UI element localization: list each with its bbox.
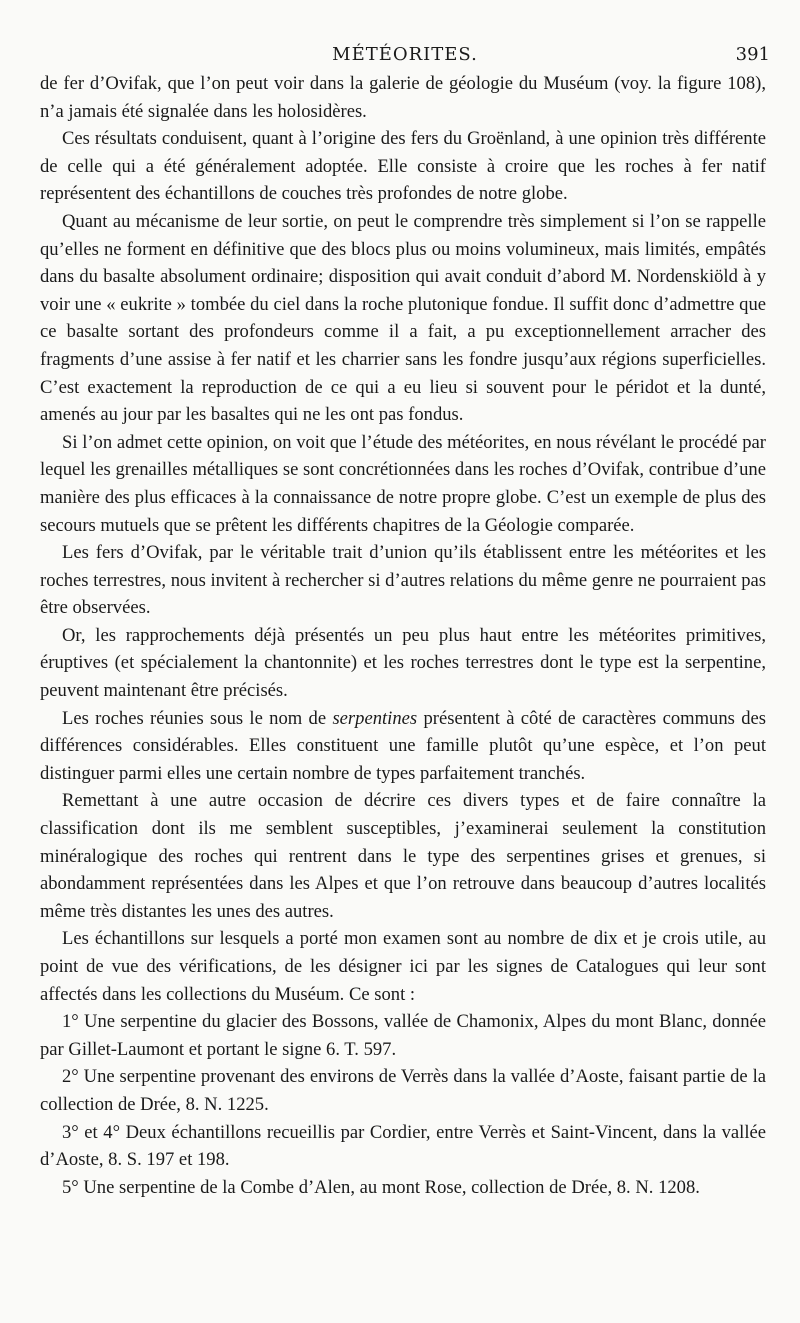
list-item-1: 1° Une serpentine du glacier des Bossons, vallée de Chamonix, Alpes du mont Blanc, donnée par Gillet-Laumont et portant le signe 6. T. 597. xyxy=(40,1011,766,1060)
page-number: 391 xyxy=(735,44,770,65)
paragraph-ovifak-irons: Les fers d’Ovifak, par le véritable trait d’union qu’ils établissent entre les météorites et les roches terrestres, nous invitent à rechercher si d’autres relations du même genre ne pourraient pas être observées. xyxy=(40,542,766,619)
paragraph-samples: Les échantillons sur lesquels a porté mon examen sont au nombre de dix et je crois utile, au point de vue des vérifications, de les désigner ici par les signes de Catalogues qui leur sont affectés dans les collections du Muséum. Ce sont : xyxy=(40,928,766,1005)
paragraph-opinion: Si l’on admet cette opinion, on voit que l’étude des météorites, en nous révélant le procédé par lequel les grenailles métalliques se sont concrétionnées dans les roches d’Ovifak, contribue d’une manière des plus efficaces à la connaissance de notre propre globe. C’est un exemple de plus des secours mutuels que se prêtent les différents chapitres de la Géologie comparée. xyxy=(40,431,766,536)
list-item-2: 2° Une serpentine provenant des environs de Verrès dans la vallée d’Aoste, faisant partie de la collection de Drée, 8. N. 1225. xyxy=(40,1066,766,1115)
paragraph-serpentines-after: présentent à côté de caractères communs des différences considérables. Elles constituent une famille plutôt qu’une espèce, et l’on peut distinguer parmi elles une certain nombre de types parfaitement tranchés. xyxy=(40,707,766,784)
paragraph-classification: Remettant à une autre occasion de décrire ces divers types et de faire connaître la classification dont ils me semblent susceptibles, j’examinerai seulement la constitution minéralogique des roches qui rentrent dans le type des serpentines grises et grenues, si abondamment représentées dans les Alpes et que l’on retrouve dans beaucoup d’autres localités même très distantes les unes des autres. xyxy=(40,790,766,922)
paragraph-continuation: de fer d’Ovifak, que l’on peut voir dans la galerie de géologie du Muséum (voy. la figure 108), n’a jamais été signalée dans les holosidères. xyxy=(40,73,766,122)
page-header xyxy=(40,40,770,70)
body-text xyxy=(40,70,766,1201)
running-title: MÉTÉORITES. xyxy=(332,44,478,65)
paragraph-serpentines xyxy=(40,705,766,788)
list-item-3-4: 3° et 4° Deux échantillons recueillis par Cordier, entre Verrès et Saint-Vincent, dans la vallée d’Aoste, 8. S. 197 et 198. xyxy=(40,1121,766,1171)
paragraph-rapprochements: Or, les rapprochements déjà présentés un peu plus haut entre les météorites primitives, éruptives (et spécialement la chantonnite) et les roches terrestres dont le type est la serpentine, peuvent maintenant être précisés. xyxy=(40,624,766,702)
list-item-5: 5° Une serpentine de la Combe d’Alen, au mont Rose, collection de Drée, 8. N. 1208. xyxy=(62,1176,700,1198)
paragraph-serpentines-before: Les roches réunies sous le nom de xyxy=(62,707,333,729)
serpentines-term: serpentines xyxy=(332,707,418,729)
paragraph-mechanism: Quant au mécanisme de leur sortie, on peut le comprendre très simplement si l’on se rappelle qu’elles ne forment en définitive que des blocs plus ou moins volumineux, mais limités, empâtés dans du basalte absolument ordinaire; disposition qui avait conduit d’abord M. Nordenskiöld à y voir une « eukrite » tombée du ciel dans la roche plutonique fondue. Il suffit donc d’admettre que ce basalte sortant des profondeurs comme il a fait, a pu exceptionnellement arracher des fragments d’une assise à fer natif et les charrier sans les fondre jusqu’aux régions superficielles. C’est exactement la reproduction de ce qui a eu lieu si souvent pour le péridot et la dunté, amenés au jour par les basaltes qui ne les ont pas fondus. xyxy=(40,210,766,426)
paragraph-results: Ces résultats conduisent, quant à l’origine des fers du Groënland, à une opinion très différente de celle qui a été généralement adoptée. Elle consiste à croire que les roches à fer natif représentent des échantillons de couches très profondes de notre globe. xyxy=(40,128,766,205)
